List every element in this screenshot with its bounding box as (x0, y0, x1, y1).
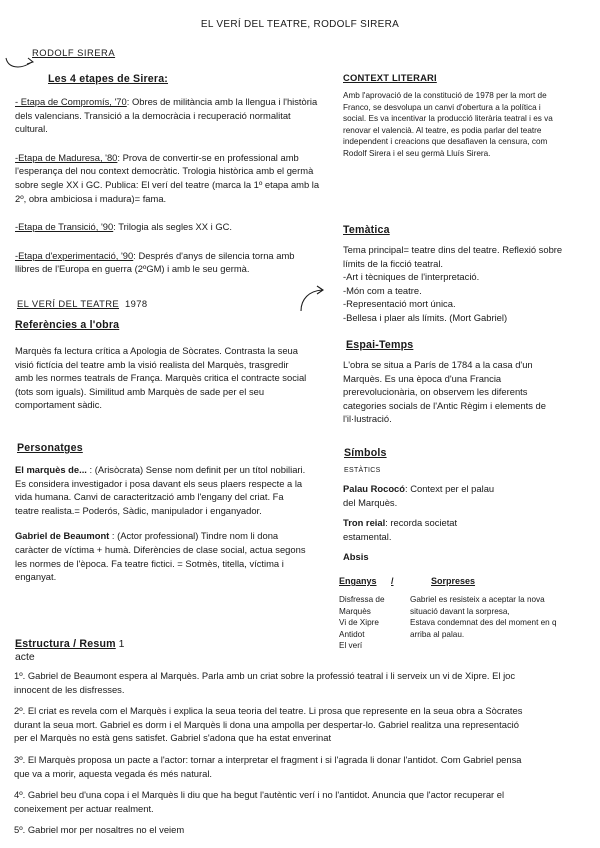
characters-list (15, 463, 307, 584)
theme-line: -Món com a teatre. (343, 284, 422, 296)
theme-heading: Temàtica (343, 224, 390, 236)
theme-line: -Art i tècniques de l'interpretació. (343, 271, 480, 283)
static-label: ESTÀTICS (344, 467, 381, 474)
table-header: Enganys / Sorpreses (339, 576, 476, 586)
references-heading: Referències a l'obra (15, 319, 120, 331)
structure-item: 1º. Gabriel de Beaumont espera al Marquès. Parla amb un criat sobre la professió teatral i li serveix un vi de Xipre. El joc innocent de les disfresses. (14, 670, 516, 695)
symbol-item: Absis (343, 551, 369, 563)
author-heading: RODOLF SIRERA (32, 47, 116, 58)
structure-item: 5º. Gabriel mor per nosaltres no el veiem (14, 824, 185, 836)
stage-item: -Etapa d'experimentació, '90: Després d'anys de silencia torna amb llibres de l'Europa en guerra (2ºGM) i amb le seu germà. (15, 249, 295, 275)
structure-item: 2º. El criat es revela com el Marquès i explica la seua teoria del teatre. Li prosa que represente en la seua obra a Sòcrates durant la seua mort. Gabriel es dorm i el Marquès li dona una ampolla per despertar-lo. Gabriel realitza una representació per el Marquès no està gens satisfet. Gabriel s'adona que ha estat enverinat (14, 705, 523, 744)
space-time-heading: Espai-Temps (346, 339, 414, 351)
theme-list (343, 243, 568, 325)
structure-item: 4º. Gabriel beu d'una copa i el Marquès li diu que ha begut l'autèntic verí i no l'antidot. Anuncia que l'actor recuperar el coneixement per actuar realment. (14, 789, 505, 814)
stages-heading: Les 4 etapes de Sirera: (48, 73, 169, 85)
deceptions-column: Disfressa de Marquès Vi de Xipre Antidot El verí (339, 595, 385, 650)
structure-heading-block: Estructura / Resum 1 acte (15, 638, 125, 663)
character-item: El marquès de... : (Arisòcrata) Sense nom definit per un títol nobiliari. Es considera investigador i posa davant els seus plaers respecte a la vida humana. Canvi de caracterització amb l'engany del criat. Fa teatre realista.= Poderós, Sàdic, manipulador i enganyador. (15, 464, 306, 516)
symbols-heading: Símbols (344, 447, 387, 459)
theme-line: Tema principal= teatre dins del teatre. Reflexió sobre límits de la ficció teatral. (343, 244, 563, 269)
structure-list (14, 669, 534, 837)
theme-line: -Representació mort única. (343, 298, 456, 310)
context-text: Amb l'aprovació de la constitució de 1978 per la mort de Franco, se desvolupa un canvi d'obertura a la política i social. Es va incentivar la producció literària teatral i es va renovar el valencià. Al teatre, es podia parlar del teatre independent i creacions que desafiaven la censura, com Rodolf Sirera i el seu germà Lluís Sirera. (343, 91, 553, 158)
context-heading: CONTEXT LITERARI (343, 72, 437, 83)
characters-heading: Personatges (17, 442, 83, 454)
surprises-column: Gabriel es resisteix a aceptar la nova situació davant la sorpresa, Estava condemnat des del moment en q arriba al palau. (410, 595, 557, 639)
references-text: Marquès fa lectura crítica a Apologia de Sòcrates. Contrasta la seua visió fictícia del teatre amb la visió realista del Marquès, trasgredir amb les normes teatrals de França. Marquès critica el contracte social (tots som iguals). Similitud amb Marquès de sade per el seu comportament sàdic. (15, 345, 307, 411)
work-title-line: EL VERÍ DEL TEATRE 1978 (17, 298, 148, 309)
stage-item: -Etapa de Maduresa, '80: Prova de convertir-se en professional amb l'esperança del nou context democràtic. Trologia històrica amb el germà sobre segle XX i GC. Publica: El verí del teatre (marca la 1º etapa amb la 2º, obra ambiciosa i madura)= fama. (15, 151, 320, 204)
character-item: Gabriel de Beaumont : (Actor professional) Tindre nom li dona caràcter de víctima + humà. Diferències de clase social, actua segons les normes de l'època. Fa teatre fictici. = Sotmès, titella, víctima i enganyat. (15, 530, 306, 583)
stage-item: - Etapa de Compromís, '70: Obres de militància amb la llengua i l'història dels valencians. Transició a la democràcia i recuperació normalitat cultural. (15, 96, 318, 135)
stage-item: -Etapa de Transició, '90: Trilogia als segles XX i GC. (15, 221, 232, 233)
theme-line: -Bellesa i plaer als límits. (Mort Gabriel) (343, 311, 508, 323)
stages-list (15, 95, 320, 276)
symbol-item: Palau Rococó: Context per el palau del Marquès. (343, 483, 495, 508)
space-time-text: L'obra se situa a París de 1784 a la casa d'un Marquès. Es una època d'una Francia prerevolucionària, on observem les diferents categories socials de l'Antic Règim i elements de l'il·lustració. (343, 359, 546, 425)
deceptions-surprises-table (339, 594, 558, 652)
symbol-item: Tron reial: recorda societat estamental. (343, 517, 458, 542)
structure-item: 3º. El Marquès proposa un pacte a l'actor: tornar a interpretar el fragment i si l'agrada li donar l'antidot. Com Gabriel pensa que va a morir, aquesta vegada és més natural. (14, 753, 522, 779)
symbols-list (343, 482, 508, 564)
document-title: EL VERÍ DEL TEATRE, RODOLF SIRERA (200, 19, 400, 30)
curved-arrow-icon (297, 285, 327, 315)
